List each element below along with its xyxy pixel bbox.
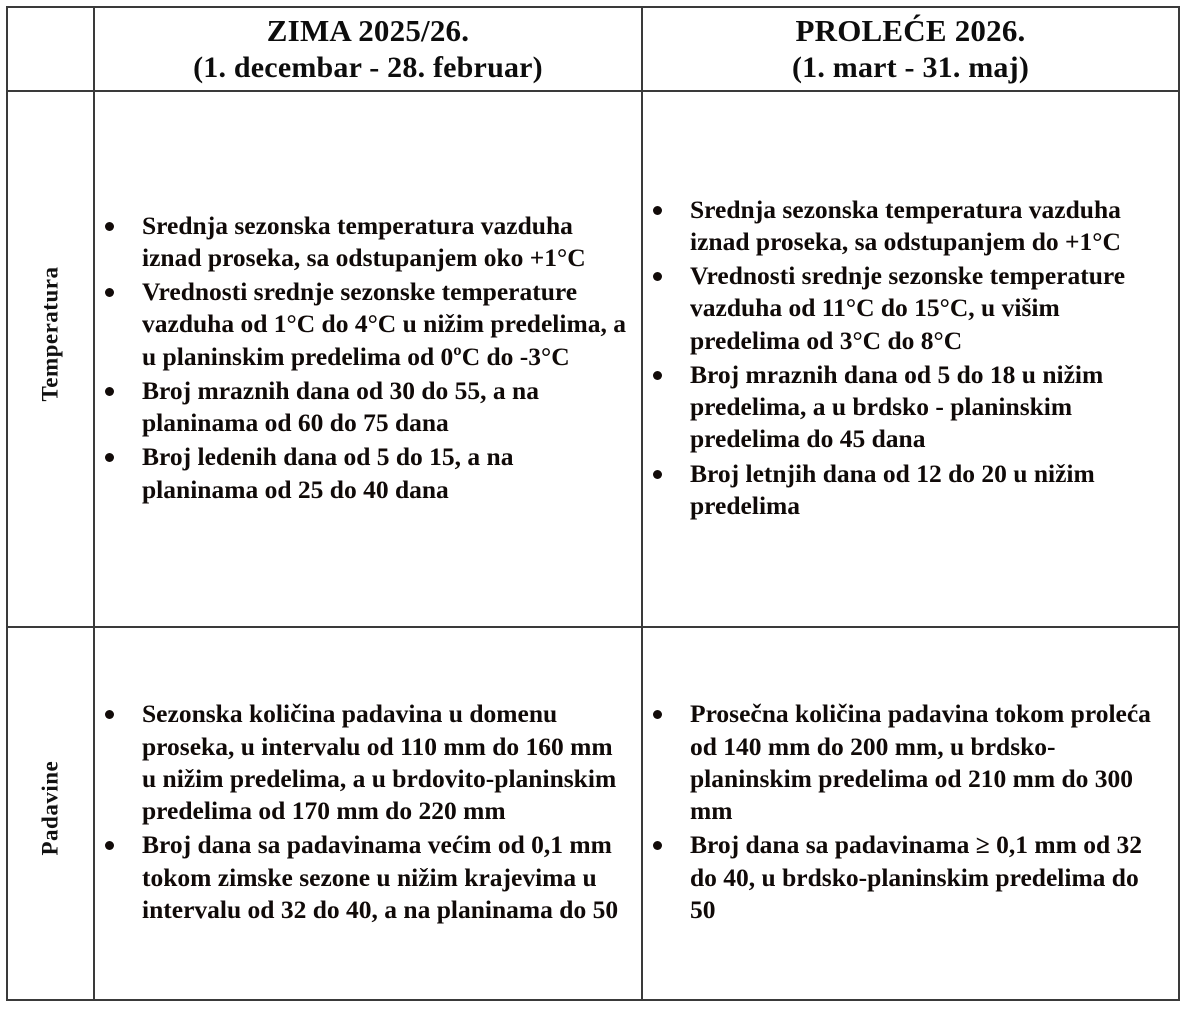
list-item: Vrednosti srednje sezonske temperature vazduha od 1°C do 4°C u nižim predelima, a u planinskim predelima od 0ºC do -3°C [95, 276, 631, 373]
table-row-precipitation [7, 627, 1179, 1000]
list-item: Sezonska količina padavina u domenu proseka, u intervalu od 110 mm do 160 mm u nižim predelima, a u brdovito-planinskim predelima od 170 mm do 220 mm [95, 698, 631, 827]
row-label-precipitation-cell [7, 627, 94, 1000]
list-item: Broj letnjih dana od 12 do 20 u nižim predelima [643, 458, 1168, 523]
bullet-list-temperature-winter [95, 210, 641, 506]
bullet-list-precipitation-spring [643, 698, 1178, 926]
list-item: Vrednosti srednje sezonske temperature vazduha od 11°C do 15°C, u višim predelima od 3°C do 8°C [643, 260, 1168, 357]
column-header-spring-title: PROLEĆE 2026. [795, 13, 1026, 49]
list-item: Broj ledenih dana od 5 do 15, a na planinama od 25 do 40 dana [95, 441, 631, 506]
row-label-precipitation: Padavine [37, 761, 63, 856]
list-item: Srednja sezonska temperatura vazduha iznad proseka, sa odstupanjem do +1°C [643, 194, 1168, 259]
list-item: Prosečna količina padavina tokom proleća od 140 mm do 200 mm, u brdsko-planinskim predelima od 210 mm do 300 mm [643, 698, 1168, 827]
cell-temperature-spring [642, 91, 1179, 627]
list-item: Broj dana sa padavinama ≥ 0,1 mm od 32 do 40, u brdsko-planinskim predelima do 50 [643, 829, 1168, 926]
list-item: Broj mraznih dana od 5 do 18 u nižim predelima, a u brdsko - planinskim predelima do 45 dana [643, 359, 1168, 456]
column-header-spring [642, 7, 1179, 91]
cell-precipitation-winter [94, 627, 642, 1000]
list-item: Broj mraznih dana od 30 do 55, a na planinama od 60 do 75 dana [95, 375, 631, 440]
bullet-list-precipitation-winter [95, 698, 641, 926]
column-header-winter-period: (1. decembar - 28. februar) [193, 50, 543, 84]
table-corner-cell [7, 7, 94, 91]
cell-temperature-winter [94, 91, 642, 627]
column-header-winter [94, 7, 642, 91]
bullet-list-temperature-spring [643, 194, 1178, 523]
row-label-temperature-cell [7, 91, 94, 627]
column-header-winter-title: ZIMA 2025/26. [266, 13, 470, 49]
table-header-row [7, 7, 1179, 91]
list-item: Srednja sezonska temperatura vazduha iznad proseka, sa odstupanjem oko +1°C [95, 210, 631, 275]
list-item: Broj dana sa padavinama većim od 0,1 mm tokom zimske sezone u nižim krajevima u intervalu od 32 do 40, a na planinama do 50 [95, 829, 631, 926]
table-row-temperature [7, 91, 1179, 627]
seasonal-forecast-table [6, 6, 1180, 1001]
column-header-spring-period: (1. mart - 31. maj) [791, 50, 1030, 84]
cell-precipitation-spring [642, 627, 1179, 1000]
row-label-temperature: Temperatura [37, 266, 63, 402]
